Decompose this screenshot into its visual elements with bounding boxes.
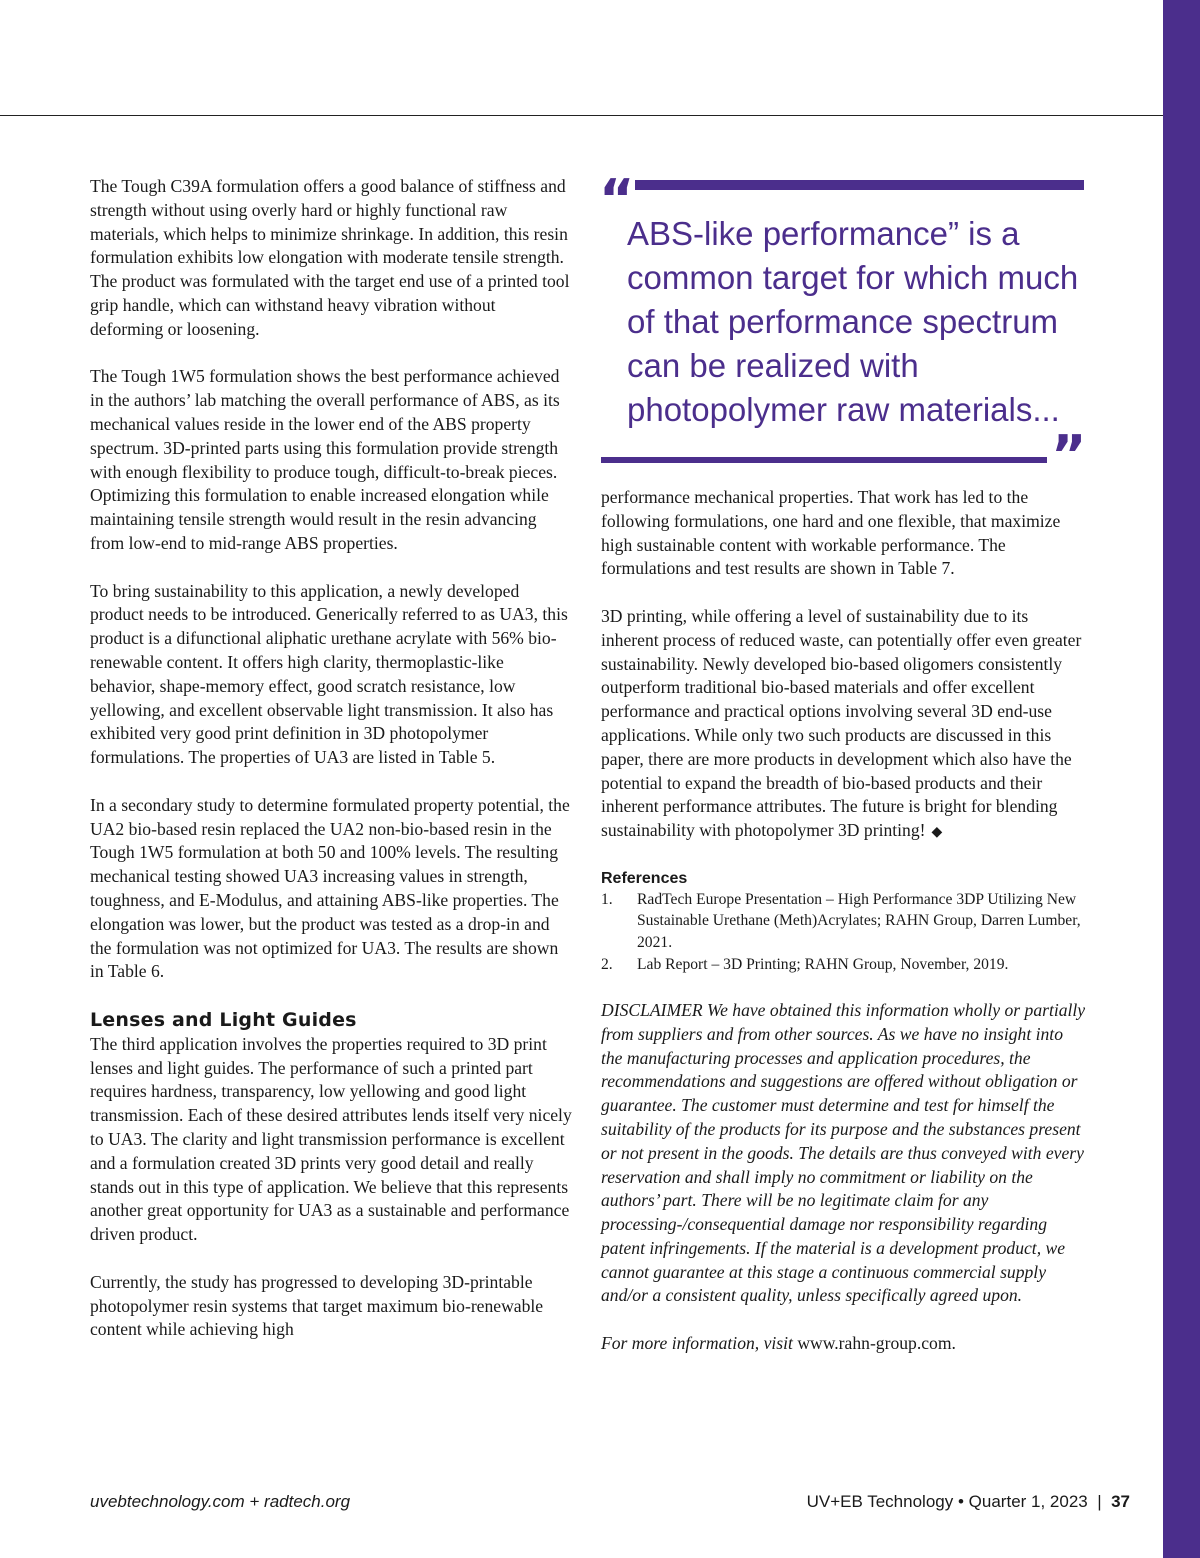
paragraph: Currently, the study has progressed to developing 3D-printable photopolymer resin systems that target maximum bio-renewable content while achieving high [90,1271,544,1340]
more-info [601,1332,1087,1356]
footer-folio [807,1492,1130,1512]
paragraph: In a secondary study to determine formulated property potential, the UA2 bio-based resin replaced the UA2 non-bio-based resin in the Tough 1W5 formulation at both 50 and 100% levels. The resulting mechanical testing showed UA3 increasing values in strength, toughness, and E-Modulus, and attaining ABS-like properties. The elongation was lower, but the product was tested as a drop-in and the formulation was not optimized for UA3. The results are shown in Table 6. [90,794,570,982]
side-color-bar [1163,0,1200,1558]
footer-websites: uvebtechnology.com + radtech.org [90,1492,351,1511]
reference-item [601,954,1087,976]
references-heading: References [601,869,688,887]
reference-text: RadTech Europe Presentation – High Performance 3DP Utilizing New Sustainable Urethane (Meth)Acrylates; RAHN Group, Darren Lumber, 2021. [637,890,1081,951]
paragraph: performance mechanical properties. That work has led to the following formulations, one hard and one flexible, that maximize high sustainable content with workable performance. The formulations and test results are shown in Table 7. [601,487,1061,579]
left-column [90,175,572,1366]
close-quote-mark: ” [1051,424,1087,487]
paragraph [601,605,1087,845]
pull-quote [599,168,1089,487]
footer-separator: | [1097,1492,1102,1511]
website-link[interactable]: www.rahn-group.com. [797,1333,956,1354]
right-column [601,486,1087,1380]
open-quote-mark: “ [599,168,635,231]
end-mark-icon: ◆ [931,824,943,841]
reference-number: 1. [601,890,613,908]
pull-quote-top-bar [635,180,1084,190]
page-number: 37 [1111,1492,1130,1511]
paragraph: The Tough 1W5 formulation shows the best performance achieved in the authors’ lab matching the overall performance of ABS, as its mechanical values reside in the lower end of the ABS property spectrum. 3D-printed parts using this formulation provide strength with enough flexibility to produce tough, difficult-to-break pieces. Optimizing this formulation to enable increased elongation while maintaining tensile strength would result in the resin advancing from low-end to mid-range ABS properties. [90,366,560,553]
paragraph: The third application involves the properties required to 3D print lenses and light guides. The performance of such a printed part requires hardness, transparency, low yellowing and good light transmission. Each of these desired attributes lends itself very nicely to UA3. The clarity and light transmission performance is excellent and a formulation created 3D prints very good detail and really stands out in this type of application. We believe that this represents another great opportunity for UA3 as a sustainable and performance driven product. [90,1033,572,1245]
header-rule [0,115,1163,116]
reference-text: Lab Report – 3D Printing; RAHN Group, November, 2019. [637,955,1009,973]
references-list [601,889,1087,975]
paragraph-text: 3D printing, while offering a level of sustainability due to its inherent process of reduced waste, can potentially offer even greater sustainability. Newly developed bio-based oligomers consistently outperform traditional bio-based materials and offer excellent performance and practical options involving several 3D end-use applications. While only two such products are discussed in this paper, there are more products in development which also have the potential to expand the breadth of bio-based products and their inherent performance attributes. The future is bright for blending sustainability with photopolymer 3D printing! [601,605,1082,841]
pull-quote-text: ABS-like performance” is a common target for which much of that performance spectrum can be realized with photopolymer raw materials... [627,215,1079,428]
publication-name: UV+EB Technology [806,1492,954,1511]
paragraph: The Tough C39A formulation offers a good balance of stiffness and strength without using overly hard or highly functional raw materials, which helps to minimize shrinkage. In addition, this resin formulation exhibits low elongation with moderate tensile strength. The product was formulated with the target end use of a printed tool grip handle, which can withstand heavy vibration without deforming or loosening. [90,176,570,339]
footer-bullet: • [957,1492,964,1511]
reference-number: 2. [601,955,613,973]
reference-item [601,889,1087,954]
paragraph: To bring sustainability to this application, a newly developed product needs to be introduced. Generically referred to as UA3, this product is a difunctional aliphatic urethane acrylate with 56% bio-renewable content. It offers high clarity, thermoplastic-like behavior, shape-memory effect, good scratch resistance, low yellowing, and excellent observable light transmission. It also has exhibited very good print definition in 3D photopolymer formulations. The properties of UA3 are listed in Table 5. [90,580,568,768]
issue-date: Quarter 1, 2023 [968,1492,1088,1511]
disclaimer: DISCLAIMER We have obtained this information wholly or partially from suppliers and from other sources. As we have no insight into the manufacturing processes and application procedures, the recommendations and suggestions are offered without obligation or guarantee. The customer must determine and test for himself the suitability of the products for its purpose and the substances present or not present in the goods. The details are thus conveyed with every reservation and shall imply no commitment or liability on the authors’ part. There will be no legitimate claim for any processing-/consequential damage nor responsibility regarding patent infringements. If the material is a development product, we cannot guarantee at this stage a continuous commercial supply and/or a consistent quality, unless specifically agreed upon. [601,999,1086,1306]
section-heading: Lenses and Light Guides [90,1008,357,1031]
pull-quote-bottom-bar [601,457,1047,463]
more-info-label: For more information, visit [601,1333,793,1354]
